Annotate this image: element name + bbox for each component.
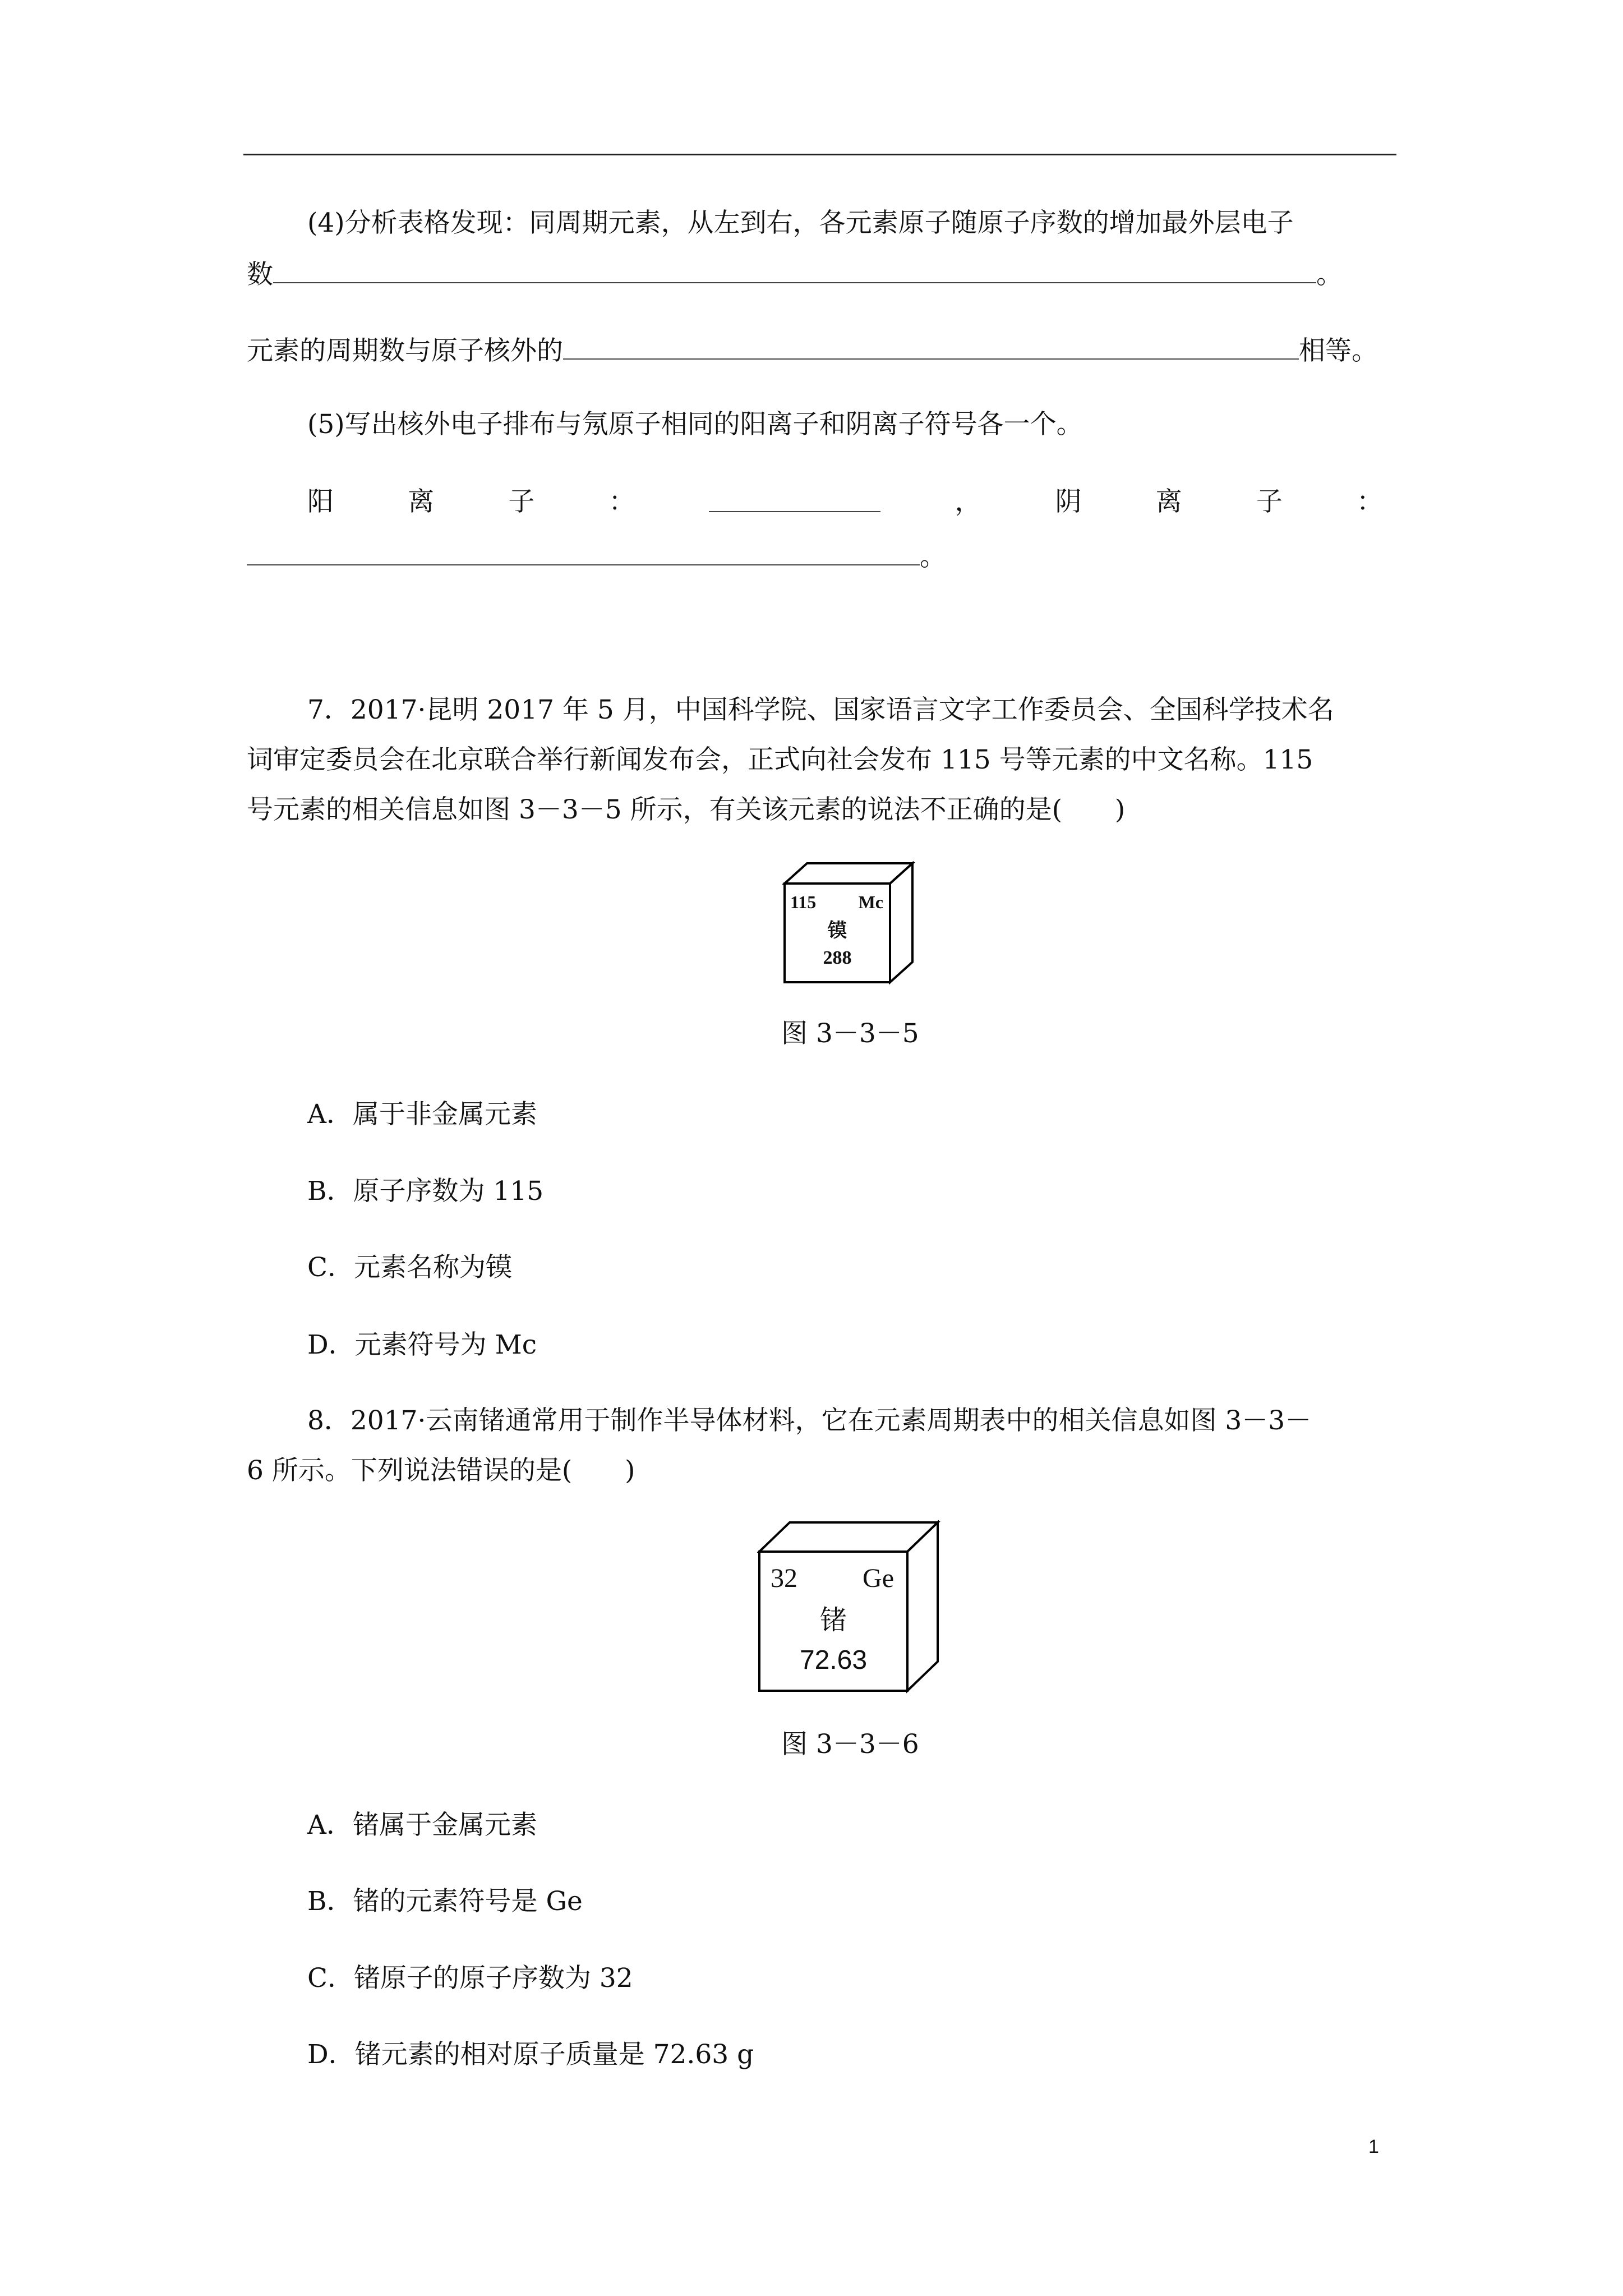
answer-blank-shell-count[interactable] — [563, 333, 1299, 360]
q7-option-d: D．元素符号为 Mc — [307, 1329, 537, 1360]
anion-char: 阴 — [1055, 486, 1082, 517]
q6-part5-line1: (5)写出核外电子排布与氖原子相同的阳离子和阴离子符号各一个。 — [307, 409, 1083, 440]
element-115-mass: 288 — [823, 947, 852, 968]
q6-part5-ions-line — [307, 485, 1383, 519]
figure-caption-3-3-6: 图 3－3－6 — [781, 1729, 919, 1760]
q6-part4-line1: (4)分析表格发现：同周期元素，从左到右，各元素原子随原子序数的增加最外层电子 — [307, 208, 1294, 238]
q7-option-a: A．属于非金属元素 — [307, 1099, 537, 1130]
page-number: 1 — [1368, 2136, 1379, 2157]
cation-char: 阳 — [307, 486, 334, 517]
q7-option-c: C．元素名称为镆 — [307, 1252, 512, 1283]
q7-option-b: B．原子序数为 115 — [307, 1176, 544, 1207]
q6-part4-line2 — [247, 256, 1343, 292]
element-115-top-row — [790, 890, 886, 914]
figure-element-115-cube — [782, 861, 917, 990]
q8-option-c: C．锗原子的原子序数为 32 — [307, 1963, 633, 1994]
answer-blank-anion[interactable] — [247, 539, 920, 565]
q6-part4-line3-prefix: 元素的周期数与原子核外的 — [247, 335, 563, 366]
q8-line2: 6 所示。下列说法错误的是( ) — [247, 1455, 635, 1486]
header-rule — [243, 154, 1396, 155]
element-115-number: 115 — [790, 892, 817, 912]
q8-option-a: A．锗属于金属元素 — [307, 1810, 537, 1841]
q7-line3: 号元素的相关信息如图 3－3－5 所示，有关该元素的说法不正确的是( ) — [247, 794, 1126, 825]
cation-char: 子 — [508, 486, 535, 517]
q8-option-b: B．锗的元素符号是 Ge — [307, 1886, 583, 1917]
q6-part4-line2-prefix: 数 — [247, 259, 273, 290]
anion-char: ： — [1356, 486, 1383, 517]
cation-char: ： — [608, 486, 635, 517]
q6-part4-line3 — [247, 333, 1378, 368]
element-32-mass: 72.63 — [799, 1645, 868, 1675]
q8-option-d: D．锗元素的相对原子质量是 72.63 g — [307, 2039, 754, 2070]
anion-char: 子 — [1256, 486, 1283, 517]
element-32-symbol: Ge — [863, 1563, 894, 1593]
element-32-top-row — [771, 1563, 896, 1594]
figure-element-32-cube — [757, 1520, 942, 1700]
element-115-symbol: Mc — [858, 892, 883, 912]
cube-side-face — [890, 863, 912, 982]
answer-blank-outer-electrons[interactable] — [273, 256, 1316, 283]
comma: ， — [955, 486, 981, 517]
q7-line2: 词审定委员会在北京联合举行新闻发布会，正式向社会发布 115 号等元素的中文名称。115 — [247, 744, 1313, 775]
q6-part4-line3-suffix: 相等。 — [1299, 335, 1378, 366]
answer-blank-cation[interactable] — [709, 485, 880, 512]
q7-line1: 7．2017·昆明 2017 年 5 月，中国科学院、国家语言文字工作委员会、全国科学技术名 — [307, 694, 1334, 725]
q6-part4-line2-suffix: 。 — [1316, 259, 1343, 290]
anion-char: 离 — [1155, 486, 1182, 517]
element-32-name: 锗 — [819, 1604, 847, 1636]
q6-part5-end: 。 — [920, 541, 946, 572]
q8-line1: 8．2017·云南锗通常用于制作半导体材料，它在元素周期表中的相关信息如图 3－3－ — [307, 1405, 1312, 1436]
element-32-number: 32 — [771, 1563, 797, 1593]
q6-part5-anion-line — [247, 539, 946, 574]
cube-side-face — [907, 1522, 938, 1691]
cation-char: 离 — [408, 486, 435, 517]
element-115-name: 镆 — [828, 921, 847, 941]
figure-caption-3-3-5: 图 3－3－5 — [781, 1018, 919, 1049]
